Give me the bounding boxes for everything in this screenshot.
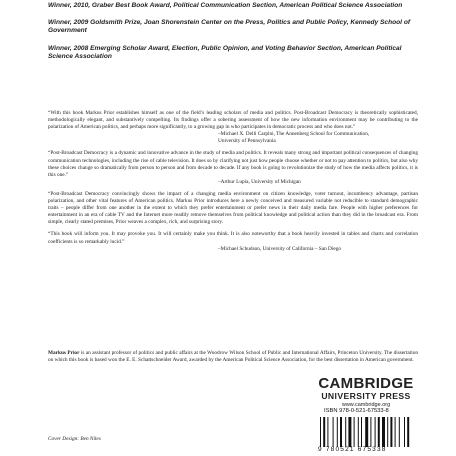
- barcode-bar: [404, 417, 405, 447]
- barcode-bar: [395, 417, 396, 447]
- barcode-bar: [348, 417, 351, 447]
- barcode-bar: [370, 417, 371, 447]
- barcode-bar: [382, 417, 385, 447]
- barcode-bar: [358, 417, 359, 447]
- barcode-bar: [361, 417, 362, 447]
- endorsement-quote: [48, 150, 418, 185]
- barcode-bar: [399, 417, 400, 447]
- award-item: Winner, 2009 Goldsmith Prize, Joan Shorenstein Center on the Press, Politics and Public Policy, Kennedy School of Government: [48, 19, 411, 35]
- quote-text: “Post-Broadcast Democracy convincingly shows the impact of a changing media environment on citizen knowledge, voter turnout, incumbency advantage, partisan polarization, and other vital features of American politics. Markus Prior introduces here a newly conceived and measured variable not reducible to standard demographic traits – people differ from one another in the extent to which they prefer entertainment or prefer news in their daily media fare. People with higher preferences for entertainment in an era of cable TV and the Internet more readily remove themselves from political knowledge and political action than they did in the broadcast era. From simple, clearly stated premises, Prior weaves a complex, rich, and surprising story.: [48, 190, 418, 226]
- barcode-bar: [365, 417, 368, 447]
- barcode-bar: [337, 417, 338, 447]
- endorsement-quote: [48, 191, 418, 226]
- publisher-logo: CAMBRIDGE: [318, 375, 414, 392]
- barcode-bar: [345, 417, 346, 447]
- quote-author: –Michael Schudson, University of California – San Diego: [218, 245, 341, 252]
- author-name: Markus Prior: [48, 350, 80, 356]
- cover-design-credit: Cover Design: Ben Niles: [48, 436, 101, 442]
- publisher-subtitle: UNIVERSITY PRESS: [321, 391, 411, 401]
- barcode-bar: [378, 417, 380, 447]
- barcode-bar: [390, 417, 392, 447]
- barcode-number: 9 780521 675338: [318, 446, 387, 453]
- barcode-icon: [318, 417, 422, 447]
- barcode-bar: [320, 417, 321, 447]
- quote-affiliation: University of Pennsylvania: [218, 138, 276, 145]
- awards-list: [48, 2, 428, 70]
- quote-author: –Arthur Lupia, University of Michigan: [218, 178, 301, 185]
- publisher-url: www.cambridge.org: [341, 402, 391, 408]
- author-bio: [48, 350, 418, 364]
- barcode-bar: [407, 417, 409, 447]
- quote-text: “This book will inform you. It may provoke you. It will certainly make you think. It is also noteworthy that a book heavily invested in tables and charts and correlation coefficients is so remarkably lucid.”: [48, 231, 418, 245]
- barcode-bar: [387, 417, 388, 447]
- award-item: Winner, 2010, Graber Best Book Award, Political Communication Section, American Political Science Association: [48, 2, 403, 9]
- publisher-block: [310, 376, 422, 409]
- barcode-bar: [323, 417, 325, 447]
- barcode-bar: [340, 417, 342, 447]
- endorsement-quote: [48, 110, 418, 145]
- quote-author: –Michael X. Delli Carpini, The Annenberg School for Communication,: [218, 131, 370, 138]
- quote-text: “With this book Markus Prior establishes himself as one of the field’s leading scholars of media and politics. Post-Broadcast Democracy is theoretically sophisticated, methodologically elegant, and substantively compelling. Its findings offer a sobering assessment of how the new information environment may be contributing to the polarization of American politics, and perhaps more significantly, to a growing gap in who participates in democratic process and who does not.”: [48, 110, 418, 131]
- isbn-label: ISBN 978-0-521-67533-8: [324, 408, 389, 414]
- barcode-bar: [333, 417, 334, 447]
- endorsement-quote: [48, 231, 418, 252]
- quote-text: “Post-Broadcast Democracy is a dynamic and innovative advance in the study of media and politics. It reveals many strong and important political consequences of changing communication technologies, including the rise of cable television. It does so by clarifying not just how people choose whether or not to pay attention to politics, but also why these choices change so dramatically from person to person and from decade to decade. If any book is going to revolutionize the study of how the media affects politics, it is this one.”: [48, 150, 418, 178]
- award-item: Winner, 2008 Emerging Scholar Award, Election, Public Opinion, and Voting Behavior Section, American Political Science Association: [48, 44, 402, 60]
- barcode-bar: [354, 417, 355, 447]
- author-bio-text: is an assistant professor of politics and public affairs at the Woodrow Wilson School of Public and International Affairs, Princeton University. The dissertation on which this book is based won the E. E. Schattschneider Award, awarded by the American Political Science Association, for the best dissertation in American government.: [48, 350, 419, 364]
- endorsements: [48, 110, 418, 258]
- barcode-bar: [327, 417, 328, 447]
- barcode-bar: [375, 417, 376, 447]
